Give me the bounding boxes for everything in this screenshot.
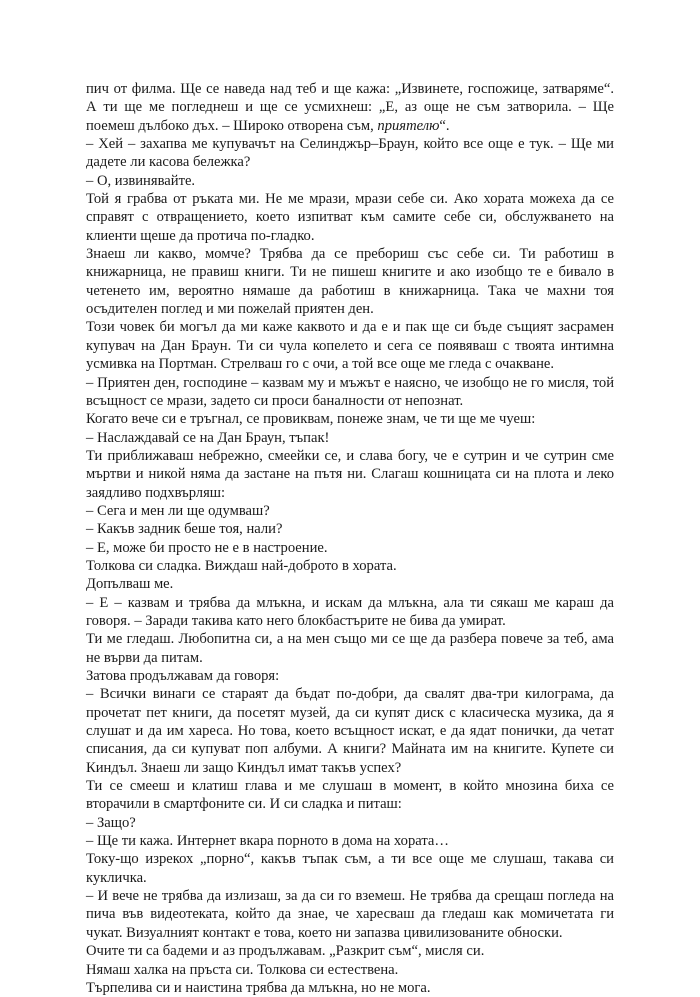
paragraph-12: – Какъв задник беше тоя, нали? <box>86 521 283 538</box>
paragraph-1: пич от филма. Ще се наведа над теб и ще кажа: „Извинете, госпожице, затваряме“. А ти ще ме погледнеш и ще се усмихнеш: „Е, аз още не съм затворила. – Ще поемеш дълбоко дъх. – Широко отворена съм, приятелю“. <box>86 81 614 134</box>
paragraph-20: Ти се смееш и клатиш глава и ме слушаш в момент, в който мнозина биха се вторачили в смартфоните си. И си сладка и питаш: <box>86 778 614 813</box>
italic-word: приятелю <box>377 117 440 134</box>
paragraph-7: – Приятен ден, господине – казвам му и мъжът е наясно, че изобщо не го мисля, той всъщност се мрази, задето си проси баналности от непознат. <box>86 374 614 409</box>
paragraph-6: Този човек би могъл да ми каже каквото и да е и пак ще си бъде същият засрамен купувач на Дан Браун. Ти си чула копелето и сега се появяваш с твоята интимна усмивка на Портман. Стрелваш го с очи, а той все още ме гледа с очакване. <box>86 319 614 373</box>
paragraph-10: Ти приближаваш небрежно, смеейки се, и слава богу, че е сутрин и че сутрин сме мъртви и никой няма да застане на пътя ни. Слагаш кошницата си на плота и леко заядливо подхвърляш: <box>86 447 614 501</box>
paragraph-2: – Хей – захапва ме купувачът на Селинджър–Браун, който все още е тук. – Ще ми дадете ли касова бележка? <box>86 136 614 171</box>
paragraph-15: Допълваш ме. <box>86 576 174 593</box>
paragraph-3: – О, извинявайте. <box>86 172 196 189</box>
paragraph-21: – Защо? <box>86 814 136 831</box>
paragraph-8: Когато вече си е тръгнал, се провиквам, понеже знам, че ти ще ме чуеш: <box>86 411 536 428</box>
paragraph-13: – Е, може би просто не е в настроение. <box>86 539 328 556</box>
paragraph-17: Ти ме гледаш. Любопитна си, а на мен също ми се ще да разбера повече за теб, ама не върви да питам. <box>86 631 614 666</box>
paragraph-25: Очите ти са бадеми и аз продължавам. „Разкрит съм“, мисля си. <box>86 943 485 960</box>
paragraph-26: Нямаш халка на пръста си. Толкова си естествена. <box>86 961 399 978</box>
body-text <box>86 80 614 997</box>
paragraph-5: Знаеш ли какво, момче? Трябва да се пребориш със себе си. Ти работиш в книжарница, не правиш книги. Ти не пишеш книгите и ако изобщо те е бивало в четенето им, вероятно нямаше да работиш в книжарница. Така че махни тоя осъдителен поглед и ми пожелай приятен ден. <box>86 246 614 318</box>
paragraph-11: – Сега и мен ли ще одумваш? <box>86 502 270 519</box>
paragraph-14: Толкова си сладка. Виждаш най-доброто в хората. <box>86 557 397 574</box>
paragraph-27: Търпелива си и наистина трябва да млъкна, но не мога. <box>86 979 431 996</box>
paragraph-22: – Ще ти кажа. Интернет вкара порното в дома на хората… <box>86 833 449 850</box>
paragraph-9: – Наслаждавай се на Дан Браун, тъпак! <box>86 429 330 446</box>
paragraph-23: Току-що изрекох „порно“, какъв тъпак съм, а ти все още ме слушаш, такава си кукличка. <box>86 851 614 886</box>
paragraph-16: – Е – казвам и трябва да млъкна, и искам да млъкна, ала ти сякаш ме караш да говоря. – Заради такива като него блокбастърите не бива да умират. <box>86 594 614 629</box>
paragraph-4: Той я грабва от ръката ми. Не ме мрази, мрази себе си. Ако хората можеха да се справят с отвращението, което изпитват към самите себе си, обслужването на клиенти щеше да протича по-гладко. <box>86 191 614 244</box>
paragraph-24: – И вече не трябва да излизаш, за да си го вземеш. Не трябва да срещаш погледа на пича във видеотеката, който да знае, че харесваш да гледаш как момичетата ги чукат. Визуалният контакт е това, което ни запазва цивилизованите обноски. <box>86 888 614 941</box>
paragraph-18: Затова продължавам да говоря: <box>86 668 280 684</box>
paragraph-19: – Всички винаги се стараят да бъдат по-добри, да свалят два-три килограма, да прочетат пет книги, да посетят музей, да си купят диск с класическа музика, да я слушат и да им хареса. Но това, което всъщност искат, е да ядат понички, да четат списания, да си купуват поп албуми. А книги? Майната им на книгите. Купете си Киндъл. Знаеш ли защо Киндъл имат такъв успех? <box>86 686 614 776</box>
